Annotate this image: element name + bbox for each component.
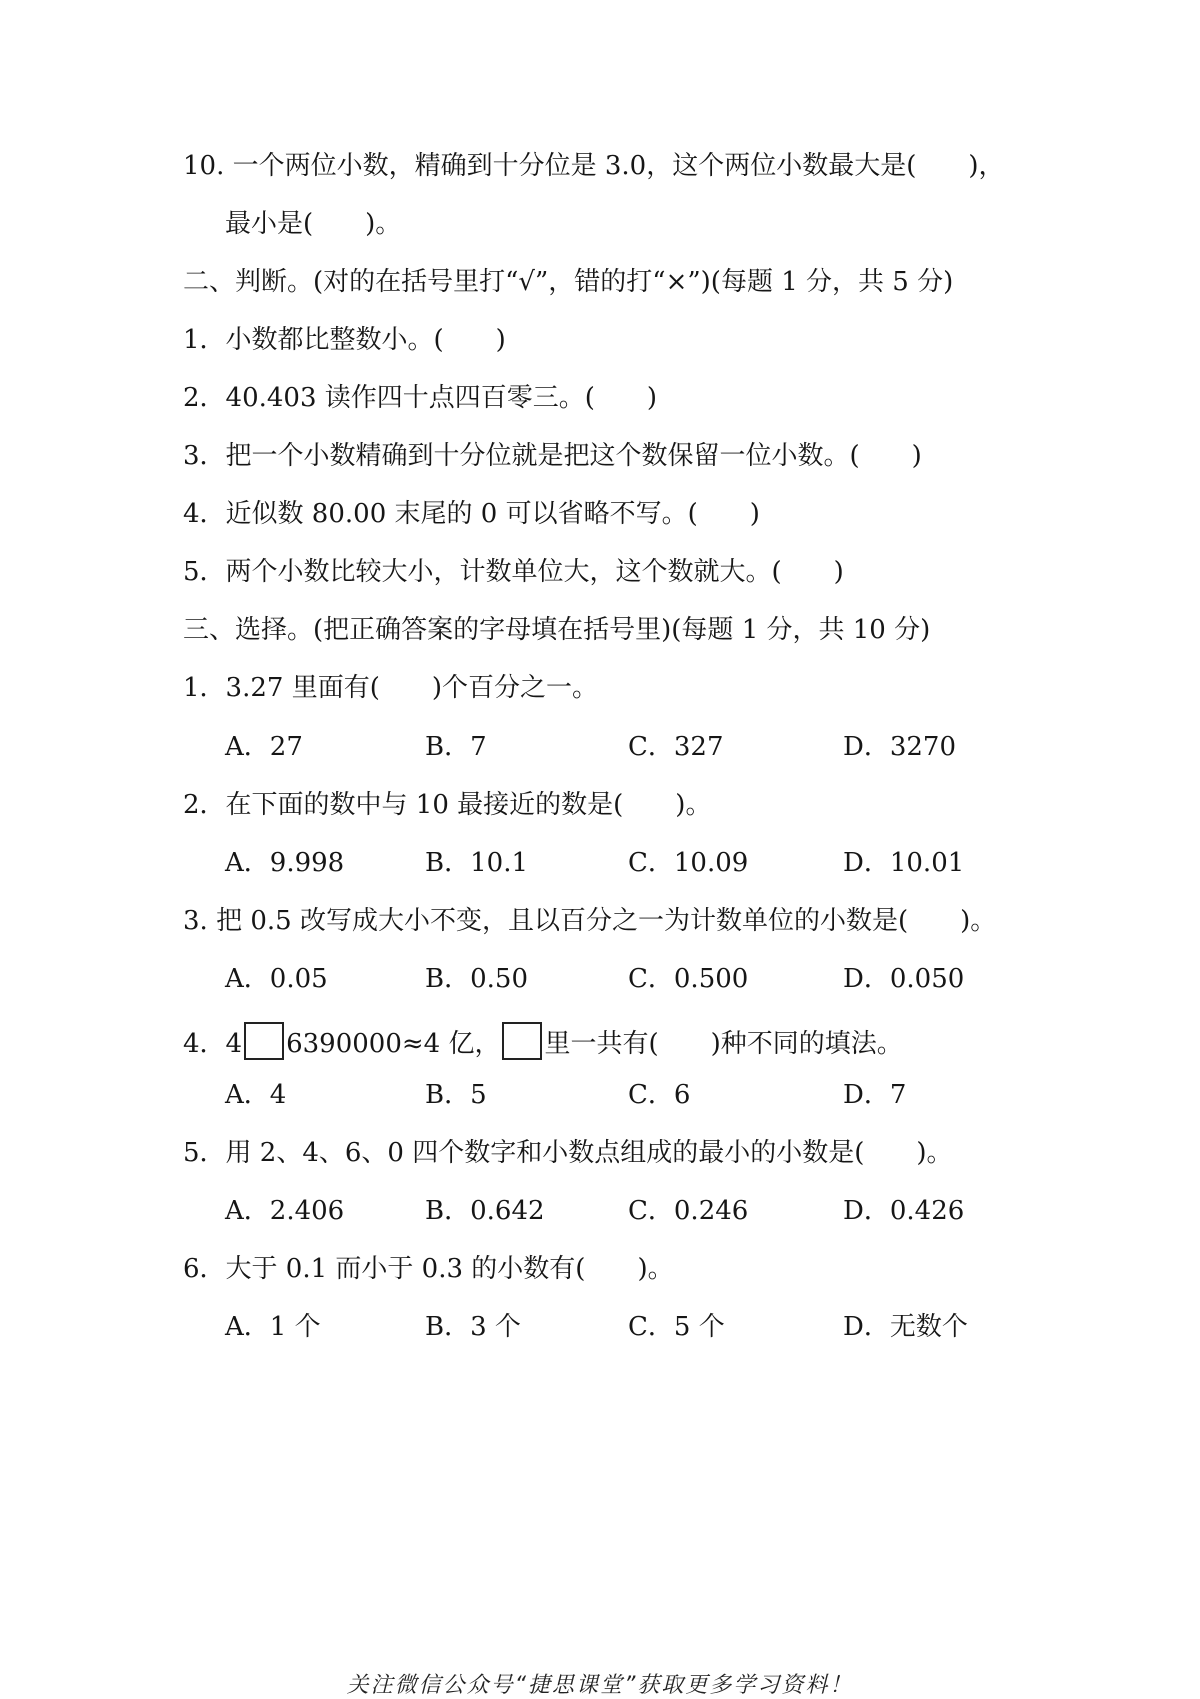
judgement-item: 5．两个小数比较大小，计数单位大，这个数就大。( ) (183, 557, 844, 587)
choice-option: D．0.050 (843, 964, 965, 994)
stem-part: 里一共有( )种不同的填法。 (544, 1029, 903, 1059)
choice-option: C．0.246 (628, 1196, 749, 1226)
choice-option: D．7 (843, 1080, 907, 1110)
section-heading: 二、判断。(对的在括号里打“√”，错的打“×”)(每题 1 分，共 5 分) (183, 267, 954, 297)
choice-option: D．3270 (843, 732, 957, 762)
choice-option: C．5 个 (628, 1312, 725, 1342)
choice-option: A．0.05 (225, 964, 328, 994)
choice-question-stem: 1．3.27 里面有( )个百分之一。 (183, 673, 598, 703)
choice-option: C．6 (628, 1080, 691, 1110)
stem-part: 4．4 (183, 1029, 243, 1059)
choice-option: D．0.426 (843, 1196, 965, 1226)
choice-option: B．5 (425, 1080, 487, 1110)
choice-option: D．10.01 (843, 848, 965, 878)
footer-note: 关注微信公众号“捷思课堂”获取更多学习资料！ (346, 1673, 854, 1698)
section-heading: 三、选择。(把正确答案的字母填在括号里)(每题 1 分，共 10 分) (183, 615, 931, 645)
choice-option: A．1 个 (225, 1312, 321, 1342)
choice-question-stem: 6．大于 0.1 而小于 0.3 的小数有( )。 (183, 1254, 674, 1284)
choice-option: B．0.50 (425, 964, 528, 994)
choice-option: A．27 (225, 732, 303, 762)
judgement-item: 3．把一个小数精确到十分位就是把这个数保留一位小数。( ) (183, 441, 922, 471)
choice-option: B．10.1 (425, 848, 528, 878)
choice-option: D．无数个 (843, 1312, 968, 1342)
stem-part: 6390000≈4 亿， (286, 1029, 501, 1059)
question-10-line1: 10. 一个两位小数，精确到十分位是 3.0，这个两位小数最大是( )， (183, 151, 1005, 181)
choice-question-stem: 2．在下面的数中与 10 最接近的数是( )。 (183, 790, 712, 820)
choice-option: A．9.998 (225, 848, 345, 878)
choice-option: B．3 个 (425, 1312, 521, 1342)
choice-option: C．0.500 (628, 964, 749, 994)
judgement-item: 4．近似数 80.00 末尾的 0 可以省略不写。( ) (183, 499, 760, 529)
judgement-item: 2．40.403 读作四十点四百零三。( ) (183, 383, 658, 413)
choice-option: C．327 (628, 732, 724, 762)
choice-option: A．2.406 (225, 1196, 345, 1226)
choice-option: B．0.642 (425, 1196, 545, 1226)
choice-question-stem: 5．用 2、4、6、0 四个数字和小数点组成的最小的小数是( )。 (183, 1138, 953, 1168)
choice-option: B．7 (425, 732, 487, 762)
choice-option: A．4 (225, 1080, 287, 1110)
choice-question-stem (183, 1022, 903, 1062)
blank-box (244, 1022, 284, 1060)
judgement-item: 1．小数都比整数小。( ) (183, 325, 506, 355)
blank-box (502, 1022, 542, 1060)
choice-option: C．10.09 (628, 848, 749, 878)
choice-question-stem: 3. 把 0.5 改写成大小不变，且以百分之一为计数单位的小数是( )。 (183, 906, 997, 936)
question-10-line2: 最小是( )。 (225, 209, 402, 239)
